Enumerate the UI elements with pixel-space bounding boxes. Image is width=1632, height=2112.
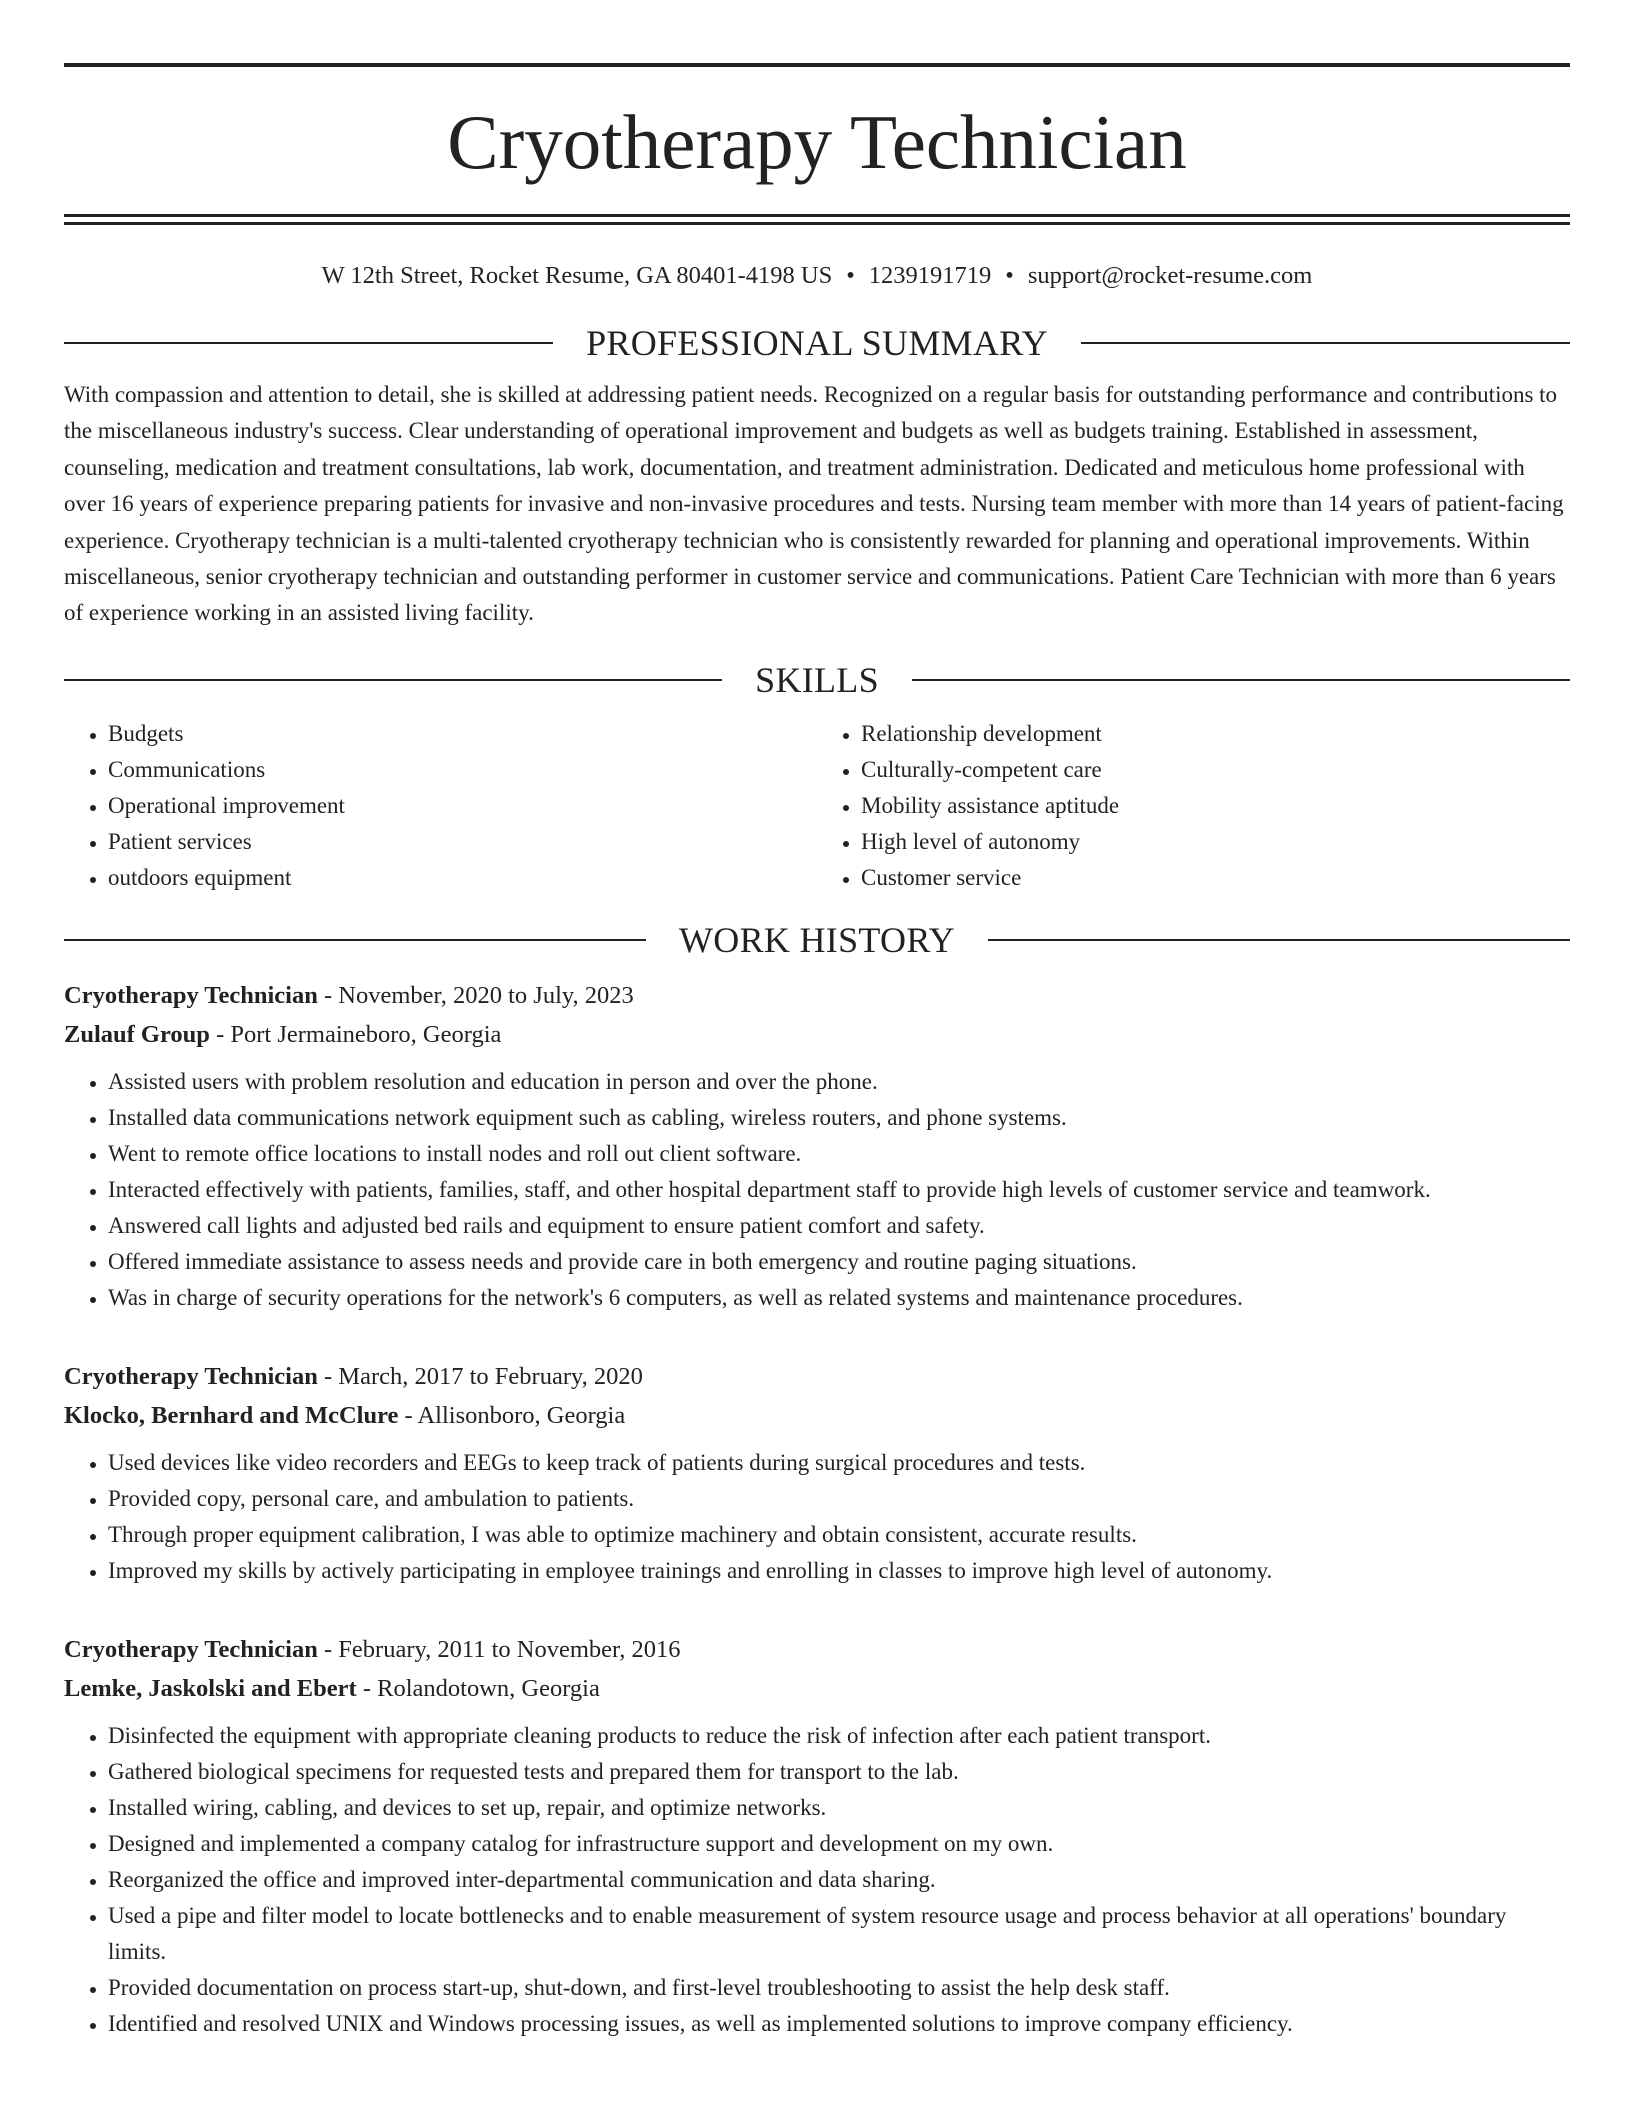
job-title: Cryotherapy Technician — [64, 1635, 318, 1663]
resume-page — [64, 63, 1570, 2042]
job-title-line: Cryotherapy Technician - November, 2020 to July, 2023 — [64, 981, 634, 1009]
job-bullet: • Interacted effectively with patients, families, staff, and other hospital department staff to provide high levels of customer service and teamwork. — [108, 1172, 1570, 1208]
job-company: Klocko, Bernhard and McClure — [64, 1401, 399, 1429]
contact-address: W 12th Street, Rocket Resume, GA 80401-4198 US — [321, 262, 833, 289]
job-entry — [64, 1357, 1570, 1589]
heading-rule-right — [912, 679, 1570, 681]
contact-phone: 1239191719 — [868, 262, 992, 289]
job-bullet: • Disinfected the equipment with appropriate cleaning products to reduce the risk of infection after each patient transport. — [108, 1718, 1570, 1754]
job-company: Zulauf Group — [64, 1020, 210, 1048]
skill-item: • Mobility assistance aptitude — [861, 788, 1570, 824]
job-bullet: • Through proper equipment calibration, I was able to optimize machinery and obtain consistent, accurate results. — [108, 1517, 1570, 1553]
job-title-line: Cryotherapy Technician - February, 2011 to November, 2016 — [64, 1635, 681, 1663]
skills-heading: SKILLS — [755, 659, 879, 700]
heading-rule-left — [64, 342, 553, 344]
job-bullet: • Was in charge of security operations for the network's 6 computers, as well as related systems and maintenance procedures. — [108, 1280, 1570, 1316]
job-dates: November, 2020 to July, 2023 — [338, 981, 634, 1009]
job-bullet: • Went to remote office locations to install nodes and roll out client software. — [108, 1136, 1570, 1172]
contact-line — [64, 259, 1570, 293]
heading-rule-left — [64, 679, 722, 681]
contact-email: support@rocket-resume.com — [1027, 262, 1313, 289]
job-bullet: • Assisted users with problem resolution and education in person and over the phone. — [108, 1064, 1570, 1100]
summary-heading: PROFESSIONAL SUMMARY — [586, 323, 1048, 363]
contact-separator: • — [846, 262, 855, 289]
job-dates: March, 2017 to February, 2020 — [338, 1362, 643, 1390]
skill-item: • Customer service — [861, 860, 1570, 896]
heading-rule-right — [988, 939, 1570, 941]
job-bullet: • Offered immediate assistance to assess needs and provide care in both emergency and routine paging situations. — [108, 1244, 1570, 1280]
job-bullet: • Provided copy, personal care, and ambulation to patients. — [108, 1481, 1570, 1517]
work-section-heading — [64, 918, 1570, 962]
job-company: Lemke, Jaskolski and Ebert — [64, 1674, 357, 1702]
skills-column-right — [817, 716, 1570, 896]
job-title: Cryotherapy Technician — [64, 981, 318, 1009]
job-entry — [64, 1630, 1570, 2042]
skill-item: • High level of autonomy — [861, 824, 1570, 860]
summary-text: With compassion and attention to detail, she is skilled at addressing patient needs. Recognized on a regular basis for outstanding performance and contributions to the miscellaneous industry's success. Clear understanding of operational improvement and budgets as well as budgets training. Established in assessment, counseling, medication and treatment consultations, lab work, documentation, and treatment administration. Dedicated and meticulous home professional with over 16 years of experience preparing patients for invasive and non-invasive procedures and tests. Nursing team member with more than 14 years of patient-facing experience. Cryotherapy technician is a multi-talented cryotherapy technician who is consistently rewarded for planning and operational improvements. Within miscellaneous, senior cryotherapy technician and outstanding performer in customer service and communications. Patient Care Technician with more than 6 years of experience working in an assisted living facility. — [64, 382, 1564, 626]
skill-item: • Communications — [108, 752, 817, 788]
job-company-line: Zulauf Group - Port Jermaineboro, Georgia — [64, 1020, 502, 1048]
header-double-rule — [64, 214, 1570, 225]
skill-item: • Budgets — [108, 716, 817, 752]
job-dates: February, 2011 to November, 2016 — [338, 1635, 681, 1663]
job-bullet: • Installed data communications network equipment such as cabling, wireless routers, and phone systems. — [108, 1100, 1570, 1136]
skill-item: • Patient services — [108, 824, 817, 860]
job-bullet: • Gathered biological specimens for requested tests and prepared them for transport to the lab. — [108, 1754, 1570, 1790]
job-company-line: Klocko, Bernhard and McClure - Allisonboro, Georgia — [64, 1401, 626, 1429]
skill-item: • Operational improvement — [108, 788, 817, 824]
job-bullet: • Designed and implemented a company catalog for infrastructure support and development on my own. — [108, 1826, 1570, 1862]
skills-column-left — [64, 716, 817, 896]
job-entry — [64, 976, 1570, 1316]
skills-section-heading — [64, 658, 1570, 702]
job-bullet: • Improved my skills by actively participating in employee trainings and enrolling in classes to improve high level of autonomy. — [108, 1553, 1570, 1589]
job-bullet: • Answered call lights and adjusted bed rails and equipment to ensure patient comfort and safety. — [108, 1208, 1570, 1244]
job-location: Port Jermaineboro, Georgia — [230, 1020, 502, 1048]
skill-item: • Culturally-competent care — [861, 752, 1570, 788]
job-company-line: Lemke, Jaskolski and Ebert - Rolandotown, Georgia — [64, 1674, 600, 1702]
job-location: Allisonboro, Georgia — [417, 1401, 626, 1429]
job-bullet: • Reorganized the office and improved inter-departmental communication and data sharing. — [108, 1862, 1570, 1898]
heading-rule-left — [64, 939, 646, 941]
summary-section-heading — [64, 321, 1570, 365]
work-heading: WORK HISTORY — [679, 919, 955, 960]
job-title-line: Cryotherapy Technician - March, 2017 to February, 2020 — [64, 1362, 643, 1390]
heading-rule-right — [1081, 342, 1570, 344]
job-bullet: • Used devices like video recorders and EEGs to keep track of patients during surgical procedures and tests. — [108, 1445, 1570, 1481]
header-top-rule — [64, 63, 1570, 67]
job-bullets — [64, 1064, 1570, 1316]
contact-separator: • — [1005, 262, 1014, 289]
job-bullets — [64, 1445, 1570, 1589]
job-bullet: • Used a pipe and filter model to locate bottlenecks and to enable measurement of system resource usage and process behavior at all operations' boundary limits. — [108, 1898, 1570, 1970]
resume-name: Cryotherapy Technician — [447, 99, 1187, 185]
job-bullets — [64, 1718, 1570, 2042]
job-bullet: • Installed wiring, cabling, and devices to set up, repair, and optimize networks. — [108, 1790, 1570, 1826]
skill-item: • outdoors equipment — [108, 860, 817, 896]
skill-item: • Relationship development — [861, 716, 1570, 752]
job-title: Cryotherapy Technician — [64, 1362, 318, 1390]
job-bullet: • Identified and resolved UNIX and Windows processing issues, as well as implemented solutions to improve company efficiency. — [108, 2006, 1570, 2042]
job-location: Rolandotown, Georgia — [377, 1674, 600, 1702]
job-bullet: • Provided documentation on process start-up, shut-down, and first-level troubleshooting to assist the help desk staff. — [108, 1970, 1570, 2006]
skills-list — [64, 716, 1570, 896]
